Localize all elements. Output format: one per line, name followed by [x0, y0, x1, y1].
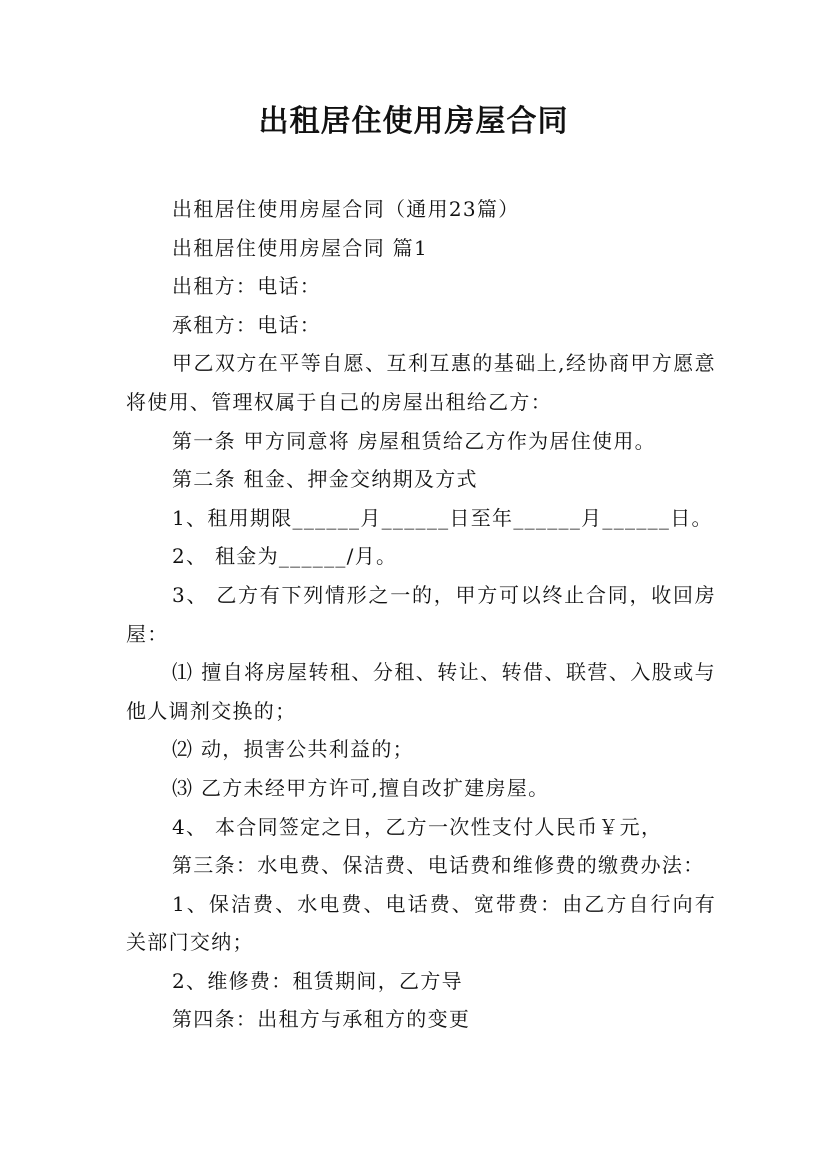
paragraph-article-4: 第四条：出租方与承租方的变更 — [172, 1007, 471, 1032]
document-title: 出租居住使用房屋合同 — [258, 104, 569, 139]
paragraph-maintenance: 2、维修费：租赁期间，乙方导 — [172, 968, 463, 993]
paragraph-item-2: ⑵ 动，损害公共利益的； — [172, 737, 414, 762]
paragraph-section-heading: 出租居住使用房屋合同 篇1 — [172, 235, 428, 260]
paragraph-fees: 1、保洁费、水电费、电话费、宽带费：由乙方自行向有关部门交纳； — [126, 891, 716, 955]
document-body — [126, 190, 716, 1039]
paragraph-subtitle: 出租居住使用房屋合同（通用23篇） — [172, 197, 520, 221]
paragraph-item-3: ⑶ 乙方未经甲方许可,擅自改扩建房屋。 — [172, 775, 550, 800]
paragraph-lessor: 出租方：电话： — [172, 274, 322, 299]
paragraph-rent: 2、 租金为______/月。 — [172, 544, 398, 569]
paragraph-article-2: 第二条 租金、押金交纳期及方式 — [172, 467, 478, 492]
paragraph-termination: 3、 乙方有下列情形之一的，甲方可以终止合同，收回房屋： — [126, 582, 716, 646]
paragraph-item-1: ⑴ 擅自将房屋转租、分租、转让、转借、联营、入股或与他人调剂交换的； — [126, 660, 716, 723]
paragraph-preamble: 甲乙双方在平等自愿、互利互惠的基础上,经协商甲方愿意将使用、管理权属于自己的房屋出租给乙方： — [126, 351, 716, 414]
paragraph-lease-term: 1、租用期限______月______日至年______月______日。 — [172, 505, 713, 530]
paragraph-article-3: 第三条：水电费、保洁费、电话费和维修费的缴费办法： — [172, 853, 705, 878]
paragraph-payment: 4、 本合同签定之日，乙方一次性支付人民币￥元， — [172, 814, 663, 839]
paragraph-article-1: 第一条 甲方同意将 房屋租赁给乙方作为居住使用。 — [172, 428, 656, 453]
paragraph-lessee: 承租方：电话： — [172, 312, 322, 337]
